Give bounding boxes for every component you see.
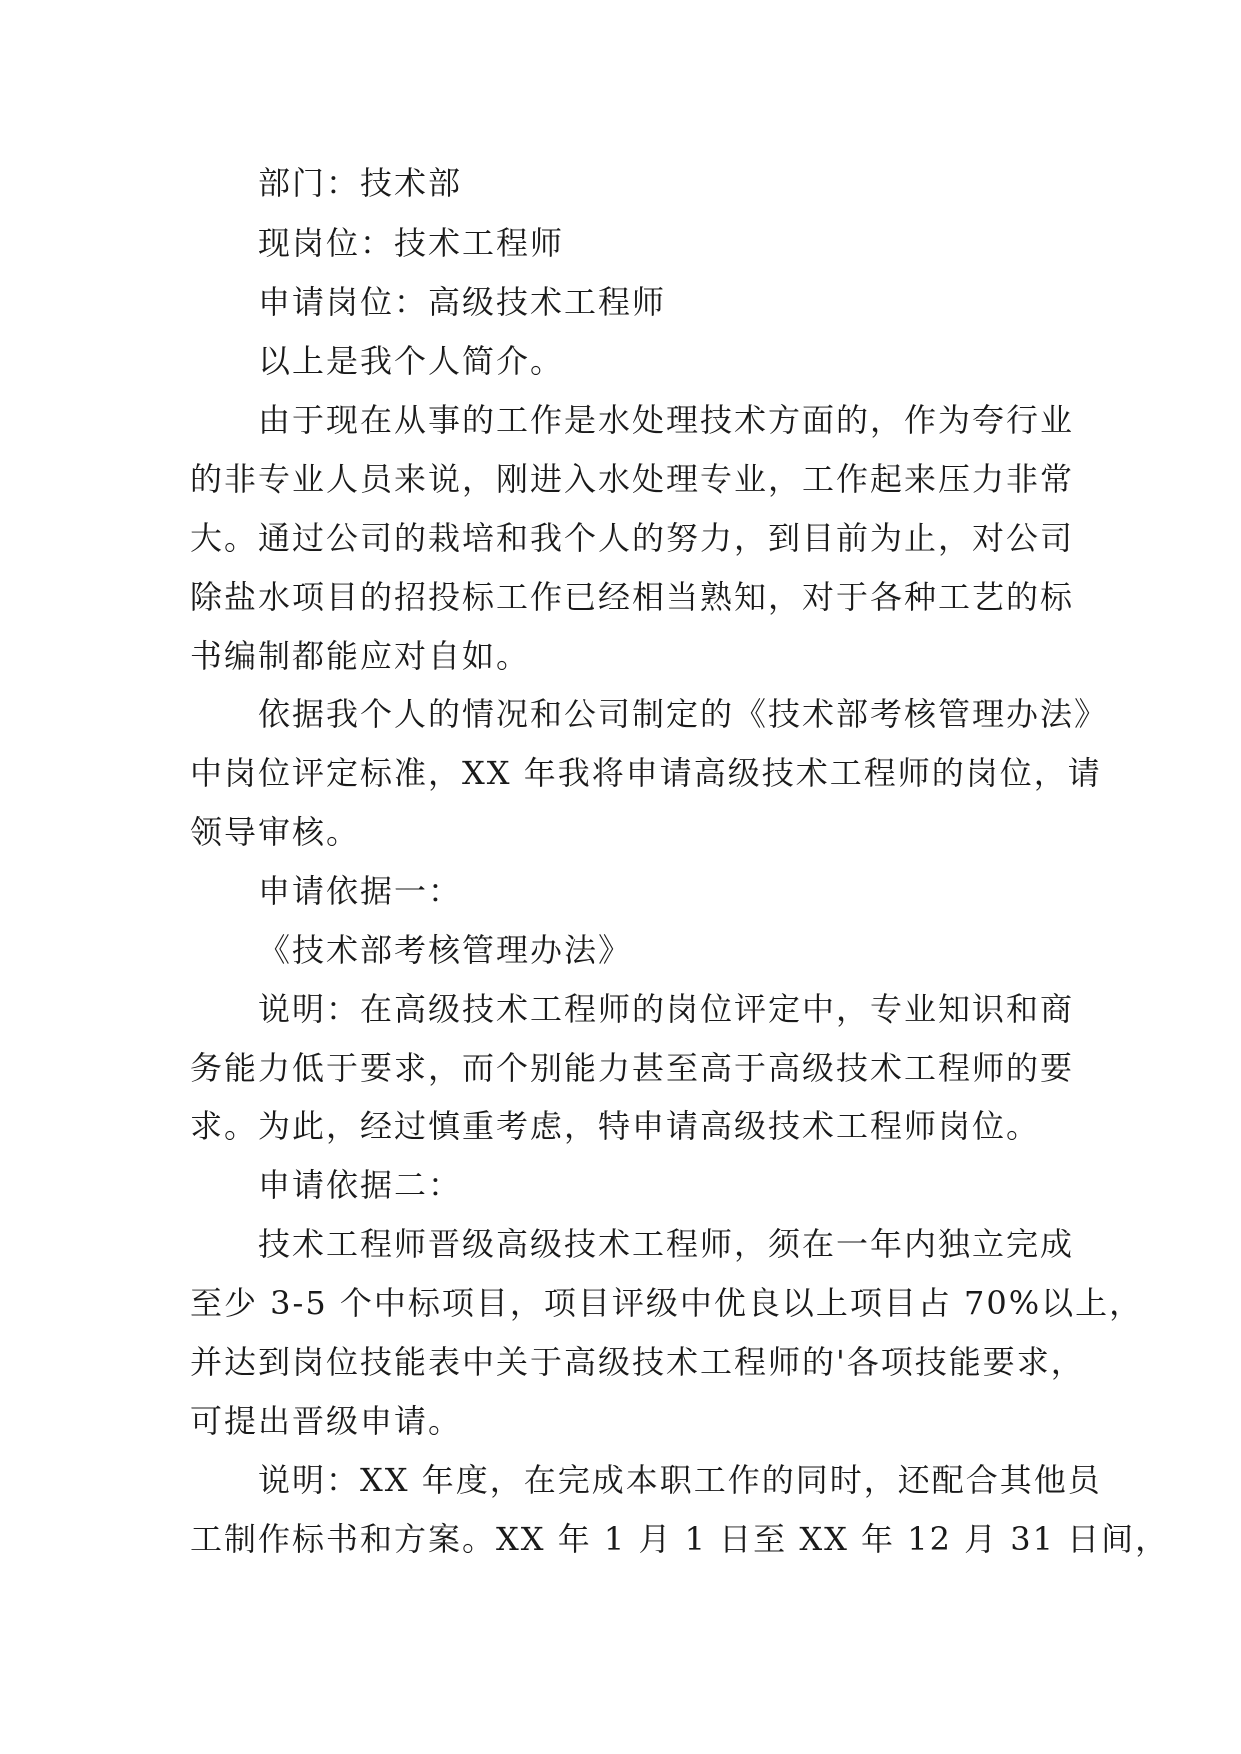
current-position-line: 现岗位：技术工程师 [258, 224, 565, 262]
paragraph-line: 依据我个人的情况和公司制定的《技术部考核管理办法》 [258, 695, 1109, 733]
paragraph-line: 并达到岗位技能表中关于高级技术工程师的'各项技能要求， [190, 1343, 1085, 1381]
paragraph-line: 由于现在从事的工作是水处理技术方面的，作为夸行业 [258, 401, 1075, 439]
paragraph-line: 可提出晋级申请。 [190, 1402, 463, 1440]
paragraph-line: 书编制都能应对自如。 [190, 637, 531, 675]
paragraph-line: 技术工程师晋级高级技术工程师，须在一年内独立完成 [258, 1225, 1075, 1263]
paragraph-line: 中岗位评定标准，XX 年我将申请高级技术工程师的岗位，请 [190, 754, 1102, 792]
paragraph-line: 工制作标书和方案。XX 年 1 月 1 日至 XX 年 12 月 31 日间， [190, 1520, 1170, 1558]
paragraph-line: 求。为此，经过慎重考虑，特申请高级技术工程师岗位。 [190, 1107, 1041, 1145]
paragraph-line: 大。通过公司的栽培和我个人的努力，到目前为止，对公司 [190, 519, 1075, 557]
regulation-title: 《技术部考核管理办法》 [258, 931, 633, 969]
paragraph-line: 说明：XX 年度，在完成本职工作的同时，还配合其他员 [258, 1461, 1102, 1499]
paragraph-line: 除盐水项目的招投标工作已经相当熟知，对于各种工艺的标 [190, 578, 1075, 616]
paragraph-line: 务能力低于要求，而个别能力甚至高于高级技术工程师的要 [190, 1049, 1075, 1087]
department-line: 部门：技术部 [258, 164, 463, 202]
basis-two-heading: 申请依据二： [258, 1166, 463, 1204]
applied-position-line: 申请岗位：高级技术工程师 [258, 283, 667, 321]
paragraph-line: 领导审核。 [190, 813, 361, 851]
paragraph-line: 的非专业人员来说，刚进入水处理专业，工作起来压力非常 [190, 460, 1075, 498]
paragraph-line: 至少 3-5 个中标项目，项目评级中优良以上项目占 70%以上， [190, 1284, 1144, 1322]
basis-one-heading: 申请依据一： [258, 872, 463, 910]
intro-summary-line: 以上是我个人简介。 [258, 342, 565, 380]
paragraph-line: 说明：在高级技术工程师的岗位评定中，专业知识和商 [258, 990, 1075, 1028]
